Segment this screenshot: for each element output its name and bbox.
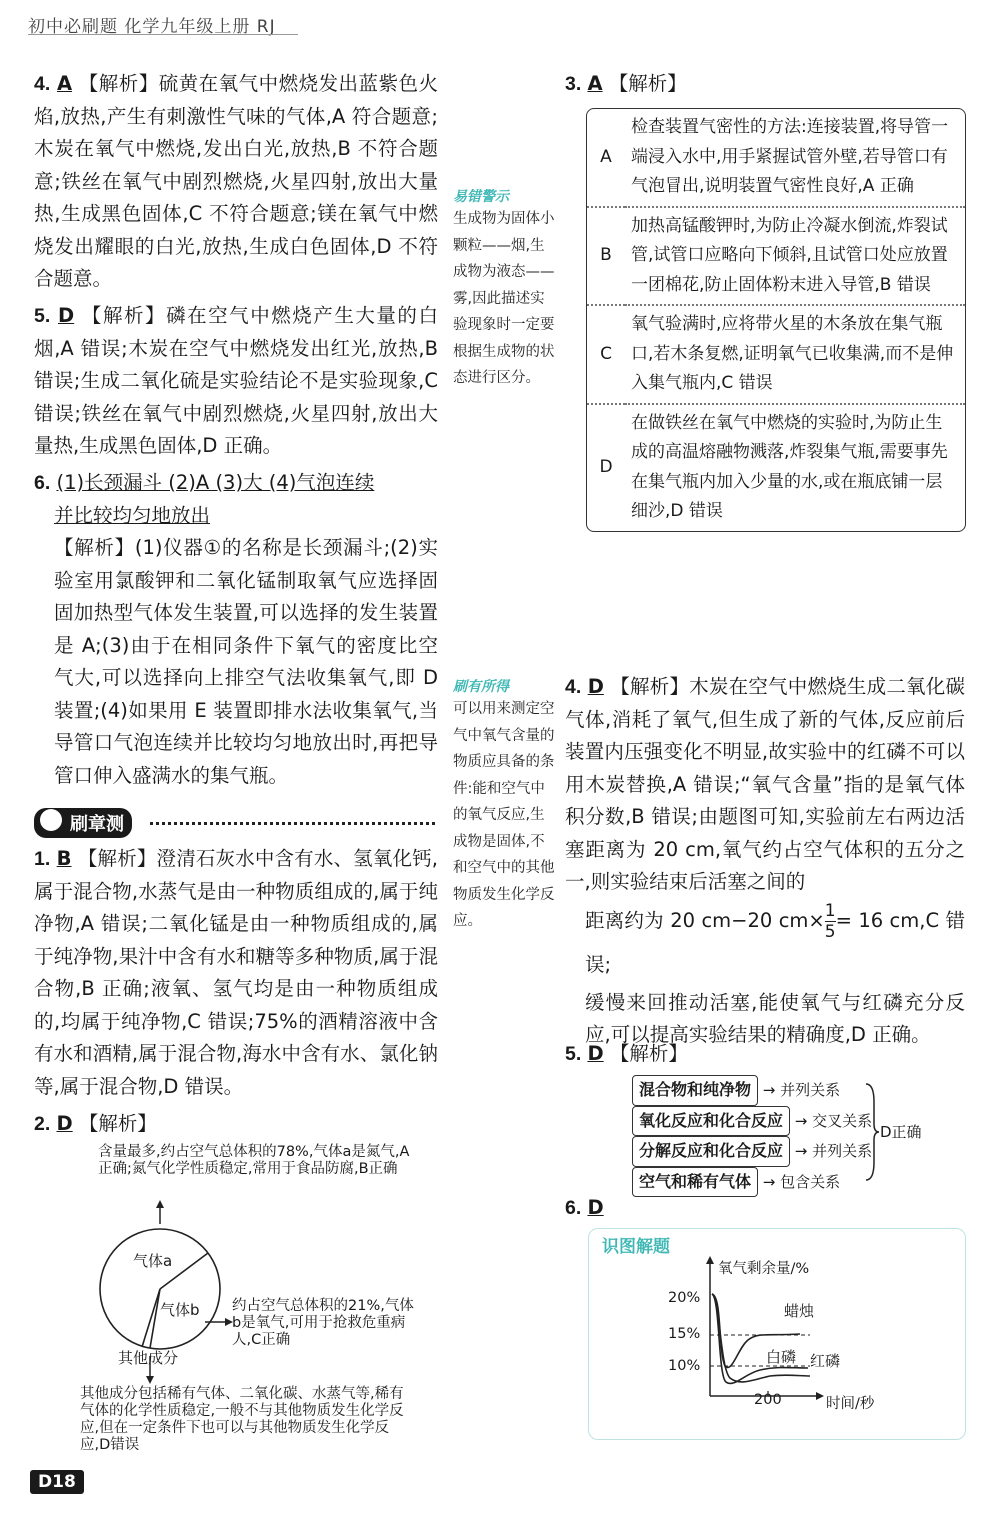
table-row: A 检查装置气密性的方法:连接装置,将导管一端浸入水中,用手紧握试管外壁,若导管口有气泡冒出,说明装置气密性良好,A 正确: [600, 117, 949, 196]
diagram-note-bottom: 其他成分包括稀有气体、二氧化碳、水蒸气等,稀有气体的化学性质稳定,一般不与其他物质发生化学反应,但在一定条件下也可以与其他物质发生化学反应,D错误: [80, 1386, 404, 1453]
arrow-right-icon: [205, 1316, 235, 1328]
gas-a-label: 气体a: [133, 1252, 173, 1270]
table-row: B 加热高锰酸钾时,为防止冷凝水倒流,炸裂试管,试管口应略向下倾斜,且试管口处应放置一团棉花,防止固体粉末进入导管,B 错误: [587, 207, 965, 306]
running-header: 初中必刷题 化学九年级上册 RJ: [28, 17, 276, 37]
table-row: C 氧气验满时,应将带火星的木条放在集气瓶口,若木条复燃,证明氧气已收集满,而不是伸入集气瓶内,C 错误: [587, 305, 965, 404]
brace-icon: [864, 1082, 880, 1182]
brush-icon: [40, 809, 62, 831]
chapter-answer-1: 1. B 【解析】澄清石灰水中含有水、氢氧化钙,属于混合物,水蒸气是由一种物质组成的,属于纯净物,A 错误;二氧化锰是由一种物质组成的,属于纯净物,果汁中含有水和糖等多种物质,属于混合物,B 正确;液氧、氢气均是由一种物质组成的,均属于纯净物,C 错误;75%的酒精溶液中含有水和酒精,属于混合物,海水中含有水、氯化钠等,属于混合物,D 错误。: [34, 847, 439, 1098]
list-item: 混合物和纯净物 → 并列关系: [632, 1075, 882, 1106]
chart-xlabel: 时间/秒: [826, 1396, 875, 1412]
gas-b-label: 气体b: [160, 1301, 200, 1319]
chapter-answer-3-head: 3. A 【解析】: [565, 72, 687, 95]
side-note-mistake: 易错警示 生成物为固体小颗粒——烟,生成物为液态——雾,因此描述实验现象时一定要根据生成物的状态进行区分。: [453, 189, 555, 386]
series-label-white-phosphorus: 白磷: [766, 1348, 797, 1366]
list-item: 空气和稀有气体 → 包含关系: [632, 1167, 882, 1198]
table-row: D 在做铁丝在氧气中燃烧的实验时,为防止生成的高温熔融物溅落,炸裂集气瓶,需要事先在集气瓶内加入少量的水,或在瓶底铺一层细沙,D 错误: [587, 404, 965, 531]
fraction: $\frac{1}{5}$: [824, 900, 836, 942]
section-divider: [150, 822, 435, 825]
header-rule: [28, 34, 298, 35]
graph-badge: 识图解题: [598, 1232, 674, 1257]
chapter-answer-2-head: 2. D 【解析】: [34, 1112, 157, 1135]
diagram-note-top: 含量最多,约占空气总体积的78%,气体a是氮气,A正确;氮气化学性质稳定,常用于食品防腐,B正确: [98, 1144, 410, 1177]
answer-6: 6. (1)长颈漏斗 (2)A (3)大 (4)气泡连续 并比较均匀地放出 【解析】(1)仪器①的名称是长颈漏斗;(2)实验室用氯酸钾和二氧化锰制取氧气应选择固固加热型气体发生装置,可以选择的发生装置是 A;(3)由于在相同条件下氧气的密度比空气大,可以选择向上排空气法收集氧气,即 D 装置;(4)如果用 E 装置即排水法收集氧气,当导管口气泡连续并比较均匀地放出时,再把导管口伸入盛满水的集气瓶。: [34, 471, 438, 787]
side-note-gain: 刷有所得 可以用来测定空气中氧气含量的物质应具备的条件:能和空气中的氧气反应,生成物是固体,不和空气中的其他物质发生化学反应。: [453, 679, 555, 929]
answer-4: 4. A 【解析】硫黄在氧气中燃烧发出蓝紫色火焰,放热,产生有刺激性气味的气体,A 符合题意;木炭在氧气中燃烧,发出白光,放热,B 不符合题意;铁丝在氧气中剧烈燃烧,火星四射,放出大量热,生成黑色固体,C 不符合题意;镁在氧气中燃烧发出耀眼的白光,放热,生成白色固体,D 不符合题意。: [34, 72, 438, 290]
page-number: D18: [30, 1470, 84, 1494]
section-badge: 刷章测: [34, 808, 132, 838]
ytick: 20%: [668, 1290, 701, 1306]
oxygen-curve-chart: [700, 1256, 960, 1406]
chapter-answer-6-head: 6. D: [565, 1196, 604, 1219]
diagram-note-right: 约占空气总体积的21%,气体b是氧气,可用于抢救危重病人,C正确: [232, 1298, 414, 1348]
xtick: 200: [754, 1392, 782, 1408]
series-label-candle: 蜡烛: [784, 1302, 815, 1320]
relation-result: D正确: [880, 1123, 922, 1141]
chapter-answer-5-head: 5. D 【解析】: [565, 1042, 688, 1065]
series-label-red-phosphorus: 红磷: [810, 1352, 841, 1370]
ytick: 15%: [668, 1326, 701, 1342]
options-table: [586, 108, 966, 532]
relation-list: [632, 1075, 882, 1197]
chapter-answer-4: 4. D 【解析】木炭在空气中燃烧生成二氧化碳气体,消耗了氧气,但生成了新的气体,反应前后装置内压强变化不明显,故实验中的红磷不可以用木炭替换,A 错误;“氧气含量”指的是氧气体积分数,B 错误;由题图可知,实验前左右两边活塞距离为 20 cm,氧气约占空气体积的五分之一,则实验结束后活塞之间的 距离约为 20 cm−20 cm× $\frac{1}{5}$ = 16 cm,C 错误; 缓慢来回推动活塞,能使氧气与红磷充分反应,可以提高实验结果的精确度,D 正确。: [565, 675, 965, 1046]
answer-5: 5. D 【解析】磷在空气中燃烧产生大量的白烟,A 错误;木炭在空气中燃烧发出红光,放热,B 错误;生成二氧化硫是实验结论不是实验现象,C 错误;铁丝在氧气中剧烈燃烧,火星四射,放出大量热,生成黑色固体,D 正确。: [34, 304, 438, 457]
ytick: 10%: [668, 1358, 701, 1374]
chart-ylabel: 氧气剩余量/%: [718, 1261, 810, 1277]
list-item: 分解反应和化合反应 → 并列关系: [632, 1136, 882, 1167]
list-item: 氧化反应和化合反应 → 交叉关系: [632, 1106, 882, 1137]
other-components-label: 其他成分: [118, 1349, 179, 1367]
